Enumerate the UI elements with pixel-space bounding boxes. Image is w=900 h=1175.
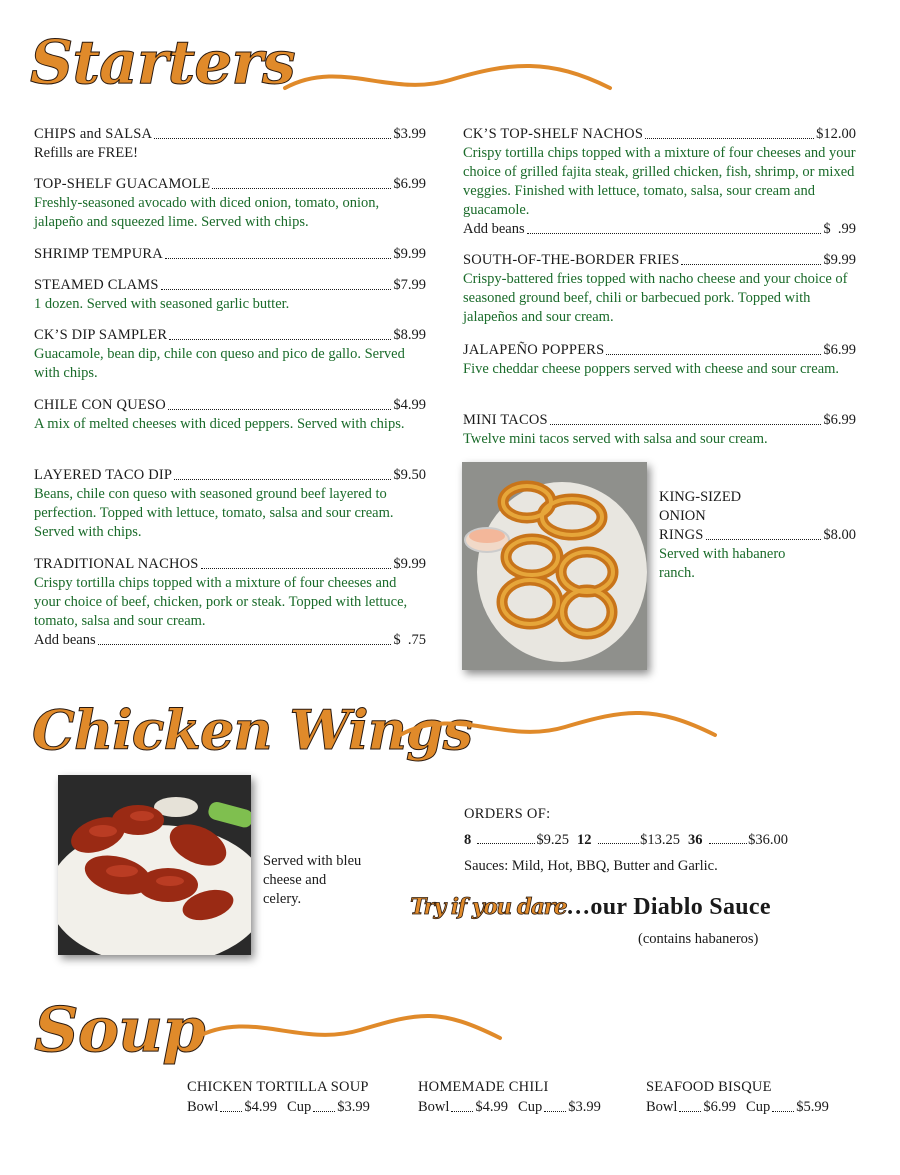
soup-swoosh: [190, 1008, 510, 1068]
starters-left-item: [34, 175, 426, 232]
starters-left-item-desc: Guacamole, bean dip, chile con queso and pico de gallo. Served with chips.: [34, 346, 405, 381]
starters-left-item: [34, 466, 426, 542]
onion-rings-photo: [462, 462, 647, 670]
dare-script: Try if you dare: [410, 894, 567, 920]
starters-right-item: [463, 411, 856, 449]
starters-right-item-price: $9.99: [823, 252, 856, 268]
onion-rings-desc: Served with habanero ranch.: [659, 546, 786, 581]
starters-left-item-name: LAYERED TACO DIP: [34, 467, 173, 483]
starters-left-item-name: SHRIMP TEMPURA: [34, 246, 163, 262]
wings-caption: Served with bleu cheese and celery.: [263, 853, 362, 907]
onion-rings-image: [462, 462, 647, 670]
onion-rings-name-line3: RINGS: [659, 527, 704, 543]
wings-size-36: 36 $36.00: [688, 832, 788, 848]
starters-left-item-desc: Crispy tortilla chips topped with a mixture of four cheeses and your choice of beef, chicken, pork or steak. Topped with lettuce, tomato, salsa and sour cream.: [34, 575, 408, 629]
starters-right-item-name: MINI TACOS: [463, 412, 548, 428]
starters-left-item-price: $9.99: [393, 246, 426, 262]
starters-right-item-name: CK’S TOP-SHELF NACHOS: [463, 126, 644, 142]
starters-left-item-name: TRADITIONAL NACHOS: [34, 556, 199, 572]
starters-right-item-desc: Twelve mini tacos served with salsa and sour cream.: [463, 431, 768, 447]
starters-left-item-desc: Beans, chile con queso with seasoned ground beef layered to perfection. Topped with lettuce, tomato, salsa and sour cream. Served with chips.: [34, 486, 394, 540]
starters-right-item: [463, 341, 856, 379]
wings-swoosh: [395, 705, 725, 765]
starters-right-item-name: SOUTH-OF-THE-BORDER FRIES: [463, 252, 680, 268]
starters-left-item-price: $3.99: [393, 126, 426, 142]
starters-left-item-desc: Freshly-seasoned avocado with diced onion, tomato, onion, jalapeño and squeezed lime. Served with chips.: [34, 195, 380, 230]
starters-left-item: [34, 276, 426, 314]
wings-size-8: 8 $9.25: [464, 832, 569, 848]
starters-left-item: [34, 396, 426, 434]
soup-item: [187, 1077, 402, 1117]
wings-photo: [58, 775, 251, 955]
starters-left-item-name: STEAMED CLAMS: [34, 277, 159, 293]
wings-orders-label: ORDERS OF:: [464, 806, 551, 822]
wings-heading: Chicken Wings: [32, 698, 473, 762]
soup-prices: Bowl $4.99 Cup $3.99: [187, 1099, 370, 1115]
onion-rings-name-line2: ONION: [659, 508, 706, 524]
soup-name: HOMEMADE CHILI: [418, 1079, 549, 1095]
starters-left-item: [34, 555, 426, 650]
wings-image: [58, 775, 251, 955]
soup-prices: Bowl $6.99 Cup $5.99: [646, 1099, 829, 1115]
starters-left-item: [34, 326, 426, 383]
starters-right-item-desc: Five cheddar cheese poppers served with cheese and sour cream.: [463, 361, 840, 377]
starters-right-item-price: $12.00: [816, 126, 856, 142]
diablo-line: [410, 894, 771, 921]
starters-right-item-desc: Crispy tortilla chips topped with a mixture of four cheeses and your choice of grilled fajita steak, grilled chicken, fish, shrimp, or mixed veggies. Finished with lettuce, tomato, salsa, sour cream and guacamole.: [463, 145, 856, 218]
starters-right-item-name: JALAPEÑO POPPERS: [463, 342, 605, 358]
starters-right-item-addon: Add beans $ .99: [463, 221, 856, 237]
starters-left-item-desc: Refills are FREE!: [34, 145, 138, 161]
starters-left-item-desc: 1 dozen. Served with seasoned garlic butter.: [34, 296, 290, 312]
soup-item: [646, 1077, 861, 1117]
wings-sizes: [464, 832, 788, 849]
starters-right-item-price: $6.99: [823, 342, 856, 358]
starters-left-item-name: CK’S DIP SAMPLER: [34, 327, 168, 343]
starters-left-item-name: TOP-SHELF GUACAMOLE: [34, 176, 211, 192]
starters-heading: Starters: [30, 28, 295, 98]
onion-rings-name-line1: KING-SIZED: [659, 489, 742, 505]
starters-left-item-addon: Add beans $ .75: [34, 632, 426, 648]
starters-left-item-price: $6.99: [393, 176, 426, 192]
starters-left-item-desc: A mix of melted cheeses with diced peppers. Served with chips.: [34, 416, 405, 432]
starters-left-item-price: $9.99: [393, 556, 426, 572]
soup-name: CHICKEN TORTILLA SOUP: [187, 1079, 369, 1095]
soup-heading: Soup: [34, 993, 205, 1066]
onion-rings-item: [659, 488, 856, 583]
dare-note: (contains habaneros): [638, 931, 759, 947]
soup-prices: Bowl $4.99 Cup $3.99: [418, 1099, 601, 1115]
starters-right-item: [463, 125, 856, 239]
starters-left-item: [34, 125, 426, 163]
starters-left-item-price: $4.99: [393, 397, 426, 413]
starters-swoosh: [280, 58, 620, 118]
soup-item: [418, 1077, 633, 1117]
starters-right-item: [463, 251, 856, 327]
starters-left-item-name: CHILE CON QUESO: [34, 397, 166, 413]
onion-rings-price: $8.00: [823, 527, 856, 543]
wings-sauces: Sauces: Mild, Hot, BBQ, Butter and Garlic.: [464, 858, 718, 874]
starters-left-item-price: $7.99: [393, 277, 426, 293]
starters-left-item-price: $8.99: [393, 327, 426, 343]
starters-right-item-desc: Crispy-battered fries topped with nacho cheese and your choice of seasoned ground beef, chili or barbecued pork. Topped with jalapeños and sour cream.: [463, 271, 848, 325]
starters-right-item-price: $6.99: [823, 412, 856, 428]
starters-left-item-price: $9.50: [393, 467, 426, 483]
dare-text: …our Diablo Sauce: [566, 894, 771, 920]
soup-name: SEAFOOD BISQUE: [646, 1079, 772, 1095]
wings-size-12: 12 $13.25: [577, 832, 680, 848]
starters-left-item: [34, 245, 426, 264]
starters-left-item-name: CHIPS and SALSA: [34, 126, 153, 142]
